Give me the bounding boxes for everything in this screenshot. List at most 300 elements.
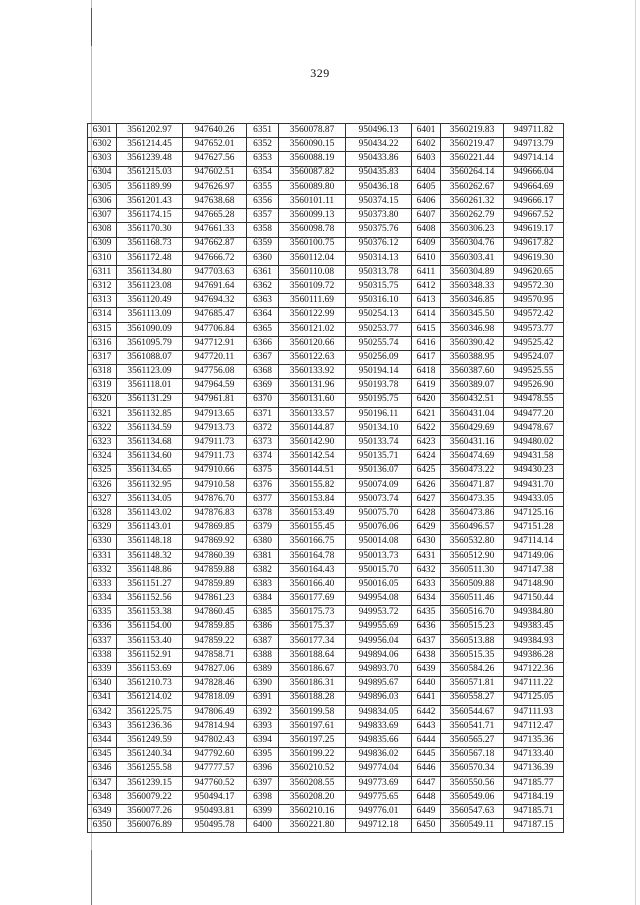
cell-y-coordinate: 950493.81 bbox=[183, 805, 247, 819]
cell-y-coordinate: 947626.97 bbox=[183, 180, 247, 194]
cell-y-coordinate: 947760.52 bbox=[183, 776, 247, 790]
cell-y-coordinate: 950193.78 bbox=[346, 379, 412, 393]
cell-y-coordinate: 947151.28 bbox=[504, 521, 564, 535]
cell-y-coordinate: 947869.92 bbox=[183, 535, 247, 549]
cell-y-coordinate: 947148.90 bbox=[504, 578, 564, 592]
cell-x-coordinate: 3560186.31 bbox=[279, 677, 346, 691]
cell-y-coordinate: 947861.23 bbox=[183, 592, 247, 606]
cell-point-id: 6419 bbox=[412, 379, 441, 393]
cell-x-coordinate: 3560541.71 bbox=[441, 719, 504, 733]
cell-y-coordinate: 947125.05 bbox=[504, 691, 564, 705]
cell-y-coordinate: 947602.51 bbox=[183, 166, 247, 180]
cell-point-id: 6410 bbox=[412, 251, 441, 265]
cell-y-coordinate: 949384.93 bbox=[504, 634, 564, 648]
cell-x-coordinate: 3561174.15 bbox=[117, 209, 183, 223]
cell-point-id: 6333 bbox=[88, 578, 117, 592]
cell-y-coordinate: 947818.09 bbox=[183, 691, 247, 705]
cell-x-coordinate: 3560164.43 bbox=[279, 563, 346, 577]
cell-point-id: 6334 bbox=[88, 592, 117, 606]
cell-y-coordinate: 950496.13 bbox=[346, 124, 412, 138]
cell-y-coordinate: 949896.03 bbox=[346, 691, 412, 705]
cell-point-id: 6348 bbox=[88, 790, 117, 804]
table-row bbox=[88, 620, 564, 634]
cell-y-coordinate: 947913.73 bbox=[183, 421, 247, 435]
cell-y-coordinate: 949525.42 bbox=[504, 336, 564, 350]
cell-y-coordinate: 950314.13 bbox=[346, 251, 412, 265]
cell-point-id: 6403 bbox=[412, 152, 441, 166]
cell-point-id: 6450 bbox=[412, 819, 441, 833]
cell-x-coordinate: 3560547.63 bbox=[441, 805, 504, 819]
cell-point-id: 6318 bbox=[88, 365, 117, 379]
cell-y-coordinate: 947859.88 bbox=[183, 563, 247, 577]
cell-point-id: 6350 bbox=[88, 819, 117, 833]
cell-point-id: 6319 bbox=[88, 379, 117, 393]
left-margin-mark-bottom bbox=[91, 850, 92, 905]
cell-y-coordinate: 947706.84 bbox=[183, 322, 247, 336]
cell-point-id: 6397 bbox=[247, 776, 279, 790]
cell-point-id: 6317 bbox=[88, 351, 117, 365]
table-row bbox=[88, 393, 564, 407]
cell-point-id: 6330 bbox=[88, 535, 117, 549]
cell-x-coordinate: 3561143.02 bbox=[117, 507, 183, 521]
cell-x-coordinate: 3561132.95 bbox=[117, 478, 183, 492]
cell-point-id: 6352 bbox=[247, 138, 279, 152]
cell-x-coordinate: 3561214.02 bbox=[117, 691, 183, 705]
cell-x-coordinate: 3560532.80 bbox=[441, 535, 504, 549]
cell-point-id: 6399 bbox=[247, 805, 279, 819]
table-row bbox=[88, 578, 564, 592]
table-row bbox=[88, 166, 564, 180]
cell-x-coordinate: 3560474.69 bbox=[441, 450, 504, 464]
cell-point-id: 6301 bbox=[88, 124, 117, 138]
cell-point-id: 6342 bbox=[88, 705, 117, 719]
cell-x-coordinate: 3561131.29 bbox=[117, 393, 183, 407]
table-row bbox=[88, 152, 564, 166]
cell-x-coordinate: 3561154.00 bbox=[117, 620, 183, 634]
cell-point-id: 6432 bbox=[412, 563, 441, 577]
cell-point-id: 6384 bbox=[247, 592, 279, 606]
cell-point-id: 6322 bbox=[88, 421, 117, 435]
table-row bbox=[88, 634, 564, 648]
cell-x-coordinate: 3560544.67 bbox=[441, 705, 504, 719]
cell-y-coordinate: 950316.10 bbox=[346, 294, 412, 308]
cell-x-coordinate: 3561132.85 bbox=[117, 407, 183, 421]
cell-y-coordinate: 950014.08 bbox=[346, 535, 412, 549]
cell-x-coordinate: 3561123.08 bbox=[117, 280, 183, 294]
coordinate-table bbox=[87, 123, 564, 833]
cell-point-id: 6345 bbox=[88, 748, 117, 762]
table-row bbox=[88, 407, 564, 421]
cell-point-id: 6365 bbox=[247, 322, 279, 336]
table-row bbox=[88, 351, 564, 365]
cell-y-coordinate: 949835.66 bbox=[346, 734, 412, 748]
cell-x-coordinate: 3560175.73 bbox=[279, 606, 346, 620]
cell-y-coordinate: 949773.69 bbox=[346, 776, 412, 790]
cell-point-id: 6354 bbox=[247, 166, 279, 180]
table-row bbox=[88, 535, 564, 549]
cell-y-coordinate: 949525.55 bbox=[504, 365, 564, 379]
cell-x-coordinate: 3561210.73 bbox=[117, 677, 183, 691]
cell-x-coordinate: 3560208.55 bbox=[279, 776, 346, 790]
cell-x-coordinate: 3560155.45 bbox=[279, 521, 346, 535]
cell-point-id: 6351 bbox=[247, 124, 279, 138]
cell-point-id: 6369 bbox=[247, 379, 279, 393]
cell-point-id: 6398 bbox=[247, 790, 279, 804]
cell-point-id: 6308 bbox=[88, 223, 117, 237]
cell-y-coordinate: 950075.70 bbox=[346, 507, 412, 521]
table-row bbox=[88, 138, 564, 152]
cell-x-coordinate: 3560133.57 bbox=[279, 407, 346, 421]
cell-x-coordinate: 3560144.51 bbox=[279, 464, 346, 478]
table-row bbox=[88, 521, 564, 535]
cell-x-coordinate: 3560390.42 bbox=[441, 336, 504, 350]
cell-y-coordinate: 949893.70 bbox=[346, 663, 412, 677]
cell-point-id: 6387 bbox=[247, 634, 279, 648]
cell-x-coordinate: 3560088.19 bbox=[279, 152, 346, 166]
cell-point-id: 6313 bbox=[88, 294, 117, 308]
cell-y-coordinate: 947147.38 bbox=[504, 563, 564, 577]
cell-x-coordinate: 3561095.79 bbox=[117, 336, 183, 350]
cell-point-id: 6340 bbox=[88, 677, 117, 691]
cell-x-coordinate: 3560177.34 bbox=[279, 634, 346, 648]
cell-x-coordinate: 3560208.20 bbox=[279, 790, 346, 804]
cell-point-id: 6357 bbox=[247, 209, 279, 223]
cell-y-coordinate: 947827.06 bbox=[183, 663, 247, 677]
table-row bbox=[88, 691, 564, 705]
cell-x-coordinate: 3561134.59 bbox=[117, 421, 183, 435]
cell-point-id: 6406 bbox=[412, 194, 441, 208]
cell-y-coordinate: 947802.43 bbox=[183, 734, 247, 748]
cell-x-coordinate: 3561255.58 bbox=[117, 762, 183, 776]
cell-point-id: 6437 bbox=[412, 634, 441, 648]
cell-x-coordinate: 3560431.16 bbox=[441, 436, 504, 450]
cell-x-coordinate: 3560511.46 bbox=[441, 592, 504, 606]
cell-y-coordinate: 950073.74 bbox=[346, 492, 412, 506]
cell-y-coordinate: 949478.55 bbox=[504, 393, 564, 407]
cell-x-coordinate: 3560348.33 bbox=[441, 280, 504, 294]
cell-x-coordinate: 3560199.22 bbox=[279, 748, 346, 762]
coordinate-table-body bbox=[88, 124, 564, 833]
cell-y-coordinate: 950253.77 bbox=[346, 322, 412, 336]
cell-point-id: 6416 bbox=[412, 336, 441, 350]
cell-y-coordinate: 950436.18 bbox=[346, 180, 412, 194]
table-row bbox=[88, 124, 564, 138]
cell-x-coordinate: 3560175.37 bbox=[279, 620, 346, 634]
cell-y-coordinate: 947913.65 bbox=[183, 407, 247, 421]
cell-x-coordinate: 3560432.51 bbox=[441, 393, 504, 407]
cell-point-id: 6323 bbox=[88, 436, 117, 450]
cell-y-coordinate: 950134.10 bbox=[346, 421, 412, 435]
table-row bbox=[88, 251, 564, 265]
cell-point-id: 6360 bbox=[247, 251, 279, 265]
cell-y-coordinate: 949619.30 bbox=[504, 251, 564, 265]
cell-point-id: 6331 bbox=[88, 549, 117, 563]
cell-y-coordinate: 949955.69 bbox=[346, 620, 412, 634]
cell-point-id: 6391 bbox=[247, 691, 279, 705]
cell-x-coordinate: 3560120.66 bbox=[279, 336, 346, 350]
cell-x-coordinate: 3560515.35 bbox=[441, 648, 504, 662]
cell-y-coordinate: 949774.04 bbox=[346, 762, 412, 776]
cell-y-coordinate: 949667.52 bbox=[504, 209, 564, 223]
table-row bbox=[88, 209, 564, 223]
cell-y-coordinate: 950373.80 bbox=[346, 209, 412, 223]
cell-y-coordinate: 947135.36 bbox=[504, 734, 564, 748]
cell-x-coordinate: 3561151.27 bbox=[117, 578, 183, 592]
cell-point-id: 6358 bbox=[247, 223, 279, 237]
cell-y-coordinate: 947876.83 bbox=[183, 507, 247, 521]
cell-y-coordinate: 949666.17 bbox=[504, 194, 564, 208]
cell-y-coordinate: 947185.77 bbox=[504, 776, 564, 790]
cell-x-coordinate: 3560473.35 bbox=[441, 492, 504, 506]
cell-point-id: 6411 bbox=[412, 265, 441, 279]
cell-point-id: 6447 bbox=[412, 776, 441, 790]
cell-point-id: 6337 bbox=[88, 634, 117, 648]
table-row bbox=[88, 734, 564, 748]
table-row bbox=[88, 762, 564, 776]
cell-y-coordinate: 947961.81 bbox=[183, 393, 247, 407]
cell-x-coordinate: 3560131.96 bbox=[279, 379, 346, 393]
cell-point-id: 6395 bbox=[247, 748, 279, 762]
cell-point-id: 6339 bbox=[88, 663, 117, 677]
cell-y-coordinate: 947911.73 bbox=[183, 436, 247, 450]
cell-y-coordinate: 949894.06 bbox=[346, 648, 412, 662]
cell-y-coordinate: 950013.73 bbox=[346, 549, 412, 563]
cell-y-coordinate: 947694.32 bbox=[183, 294, 247, 308]
table-row bbox=[88, 365, 564, 379]
cell-point-id: 6433 bbox=[412, 578, 441, 592]
cell-point-id: 6417 bbox=[412, 351, 441, 365]
table-row bbox=[88, 478, 564, 492]
cell-x-coordinate: 3561148.86 bbox=[117, 563, 183, 577]
cell-y-coordinate: 950495.78 bbox=[183, 819, 247, 833]
cell-x-coordinate: 3561153.69 bbox=[117, 663, 183, 677]
cell-x-coordinate: 3561215.03 bbox=[117, 166, 183, 180]
table-row bbox=[88, 265, 564, 279]
cell-point-id: 6421 bbox=[412, 407, 441, 421]
cell-point-id: 6441 bbox=[412, 691, 441, 705]
cell-y-coordinate: 947184.19 bbox=[504, 790, 564, 804]
cell-point-id: 6383 bbox=[247, 578, 279, 592]
right-margin-rule bbox=[635, 0, 636, 905]
cell-y-coordinate: 947638.68 bbox=[183, 194, 247, 208]
cell-point-id: 6312 bbox=[88, 280, 117, 294]
cell-x-coordinate: 3561134.80 bbox=[117, 265, 183, 279]
table-row bbox=[88, 748, 564, 762]
cell-x-coordinate: 3560144.87 bbox=[279, 421, 346, 435]
cell-point-id: 6361 bbox=[247, 265, 279, 279]
cell-y-coordinate: 949619.17 bbox=[504, 223, 564, 237]
table-row bbox=[88, 705, 564, 719]
cell-point-id: 6418 bbox=[412, 365, 441, 379]
table-row bbox=[88, 379, 564, 393]
table-row bbox=[88, 648, 564, 662]
table-row bbox=[88, 776, 564, 790]
cell-y-coordinate: 950196.11 bbox=[346, 407, 412, 421]
cell-y-coordinate: 947964.59 bbox=[183, 379, 247, 393]
cell-point-id: 6382 bbox=[247, 563, 279, 577]
cell-x-coordinate: 3560571.81 bbox=[441, 677, 504, 691]
cell-y-coordinate: 947665.28 bbox=[183, 209, 247, 223]
cell-x-coordinate: 3561134.60 bbox=[117, 450, 183, 464]
cell-x-coordinate: 3560389.07 bbox=[441, 379, 504, 393]
cell-point-id: 6429 bbox=[412, 521, 441, 535]
cell-x-coordinate: 3560473.86 bbox=[441, 507, 504, 521]
cell-point-id: 6431 bbox=[412, 549, 441, 563]
cell-y-coordinate: 947859.85 bbox=[183, 620, 247, 634]
cell-point-id: 6302 bbox=[88, 138, 117, 152]
cell-x-coordinate: 3560112.04 bbox=[279, 251, 346, 265]
page-number: 329 bbox=[310, 66, 330, 80]
cell-point-id: 6328 bbox=[88, 507, 117, 521]
cell-x-coordinate: 3560155.82 bbox=[279, 478, 346, 492]
cell-x-coordinate: 3560122.99 bbox=[279, 308, 346, 322]
table-row bbox=[88, 677, 564, 691]
cell-point-id: 6311 bbox=[88, 265, 117, 279]
cell-y-coordinate: 947814.94 bbox=[183, 719, 247, 733]
cell-point-id: 6396 bbox=[247, 762, 279, 776]
cell-point-id: 6329 bbox=[88, 521, 117, 535]
cell-y-coordinate: 950433.86 bbox=[346, 152, 412, 166]
cell-point-id: 6336 bbox=[88, 620, 117, 634]
cell-x-coordinate: 3560090.15 bbox=[279, 138, 346, 152]
cell-x-coordinate: 3560101.11 bbox=[279, 194, 346, 208]
cell-y-coordinate: 949711.82 bbox=[504, 124, 564, 138]
table-row bbox=[88, 592, 564, 606]
cell-y-coordinate: 949478.67 bbox=[504, 421, 564, 435]
cell-x-coordinate: 3561202.97 bbox=[117, 124, 183, 138]
cell-x-coordinate: 3560111.69 bbox=[279, 294, 346, 308]
cell-x-coordinate: 3560077.26 bbox=[117, 805, 183, 819]
cell-point-id: 6320 bbox=[88, 393, 117, 407]
cell-x-coordinate: 3560166.75 bbox=[279, 535, 346, 549]
cell-y-coordinate: 950195.75 bbox=[346, 393, 412, 407]
left-margin-mark-top bbox=[91, 8, 92, 46]
cell-point-id: 6443 bbox=[412, 719, 441, 733]
cell-x-coordinate: 3560558.27 bbox=[441, 691, 504, 705]
cell-y-coordinate: 947652.01 bbox=[183, 138, 247, 152]
cell-x-coordinate: 3561153.40 bbox=[117, 634, 183, 648]
cell-y-coordinate: 947111.22 bbox=[504, 677, 564, 691]
cell-point-id: 6407 bbox=[412, 209, 441, 223]
cell-x-coordinate: 3561120.49 bbox=[117, 294, 183, 308]
table-row bbox=[88, 322, 564, 336]
table-row bbox=[88, 464, 564, 478]
cell-x-coordinate: 3561214.45 bbox=[117, 138, 183, 152]
cell-point-id: 6349 bbox=[88, 805, 117, 819]
cell-x-coordinate: 3560516.70 bbox=[441, 606, 504, 620]
cell-y-coordinate: 949431.58 bbox=[504, 450, 564, 464]
cell-y-coordinate: 947910.58 bbox=[183, 478, 247, 492]
cell-point-id: 6442 bbox=[412, 705, 441, 719]
cell-x-coordinate: 3560550.56 bbox=[441, 776, 504, 790]
cell-x-coordinate: 3560188.64 bbox=[279, 648, 346, 662]
table-row bbox=[88, 507, 564, 521]
cell-point-id: 6375 bbox=[247, 464, 279, 478]
cell-y-coordinate: 949480.02 bbox=[504, 436, 564, 450]
cell-x-coordinate: 3560304.89 bbox=[441, 265, 504, 279]
cell-point-id: 6310 bbox=[88, 251, 117, 265]
cell-y-coordinate: 949895.67 bbox=[346, 677, 412, 691]
cell-point-id: 6427 bbox=[412, 492, 441, 506]
cell-point-id: 6392 bbox=[247, 705, 279, 719]
cell-x-coordinate: 3560133.92 bbox=[279, 365, 346, 379]
cell-y-coordinate: 950016.05 bbox=[346, 578, 412, 592]
cell-x-coordinate: 3560346.85 bbox=[441, 294, 504, 308]
cell-y-coordinate: 947860.39 bbox=[183, 549, 247, 563]
table-row bbox=[88, 280, 564, 294]
cell-x-coordinate: 3561240.34 bbox=[117, 748, 183, 762]
cell-y-coordinate: 949833.69 bbox=[346, 719, 412, 733]
cell-point-id: 6445 bbox=[412, 748, 441, 762]
cell-y-coordinate: 950434.22 bbox=[346, 138, 412, 152]
cell-x-coordinate: 3561152.91 bbox=[117, 648, 183, 662]
cell-x-coordinate: 3560122.63 bbox=[279, 351, 346, 365]
cell-x-coordinate: 3560089.80 bbox=[279, 180, 346, 194]
table-row bbox=[88, 308, 564, 322]
cell-point-id: 6373 bbox=[247, 436, 279, 450]
cell-x-coordinate: 3560153.49 bbox=[279, 507, 346, 521]
cell-point-id: 6314 bbox=[88, 308, 117, 322]
cell-point-id: 6436 bbox=[412, 620, 441, 634]
cell-y-coordinate: 947859.22 bbox=[183, 634, 247, 648]
cell-y-coordinate: 949834.05 bbox=[346, 705, 412, 719]
cell-x-coordinate: 3561201.43 bbox=[117, 194, 183, 208]
cell-y-coordinate: 947869.85 bbox=[183, 521, 247, 535]
cell-x-coordinate: 3560345.50 bbox=[441, 308, 504, 322]
cell-y-coordinate: 949526.90 bbox=[504, 379, 564, 393]
cell-point-id: 6422 bbox=[412, 421, 441, 435]
cell-point-id: 6316 bbox=[88, 336, 117, 350]
cell-point-id: 6355 bbox=[247, 180, 279, 194]
cell-y-coordinate: 950313.78 bbox=[346, 265, 412, 279]
cell-y-coordinate: 950315.75 bbox=[346, 280, 412, 294]
cell-point-id: 6435 bbox=[412, 606, 441, 620]
cell-y-coordinate: 950376.12 bbox=[346, 237, 412, 251]
cell-y-coordinate: 947149.06 bbox=[504, 549, 564, 563]
cell-point-id: 6405 bbox=[412, 180, 441, 194]
cell-y-coordinate: 949386.28 bbox=[504, 648, 564, 662]
cell-y-coordinate: 947806.49 bbox=[183, 705, 247, 719]
cell-x-coordinate: 3560565.27 bbox=[441, 734, 504, 748]
cell-point-id: 6353 bbox=[247, 152, 279, 166]
cell-y-coordinate: 947112.47 bbox=[504, 719, 564, 733]
cell-x-coordinate: 3560166.40 bbox=[279, 578, 346, 592]
cell-x-coordinate: 3561249.59 bbox=[117, 734, 183, 748]
cell-x-coordinate: 3561134.05 bbox=[117, 492, 183, 506]
cell-y-coordinate: 950015.70 bbox=[346, 563, 412, 577]
cell-point-id: 6380 bbox=[247, 535, 279, 549]
cell-x-coordinate: 3560570.34 bbox=[441, 762, 504, 776]
cell-y-coordinate: 949714.14 bbox=[504, 152, 564, 166]
table-row bbox=[88, 421, 564, 435]
cell-point-id: 6338 bbox=[88, 648, 117, 662]
cell-x-coordinate: 3560188.28 bbox=[279, 691, 346, 705]
cell-y-coordinate: 947125.16 bbox=[504, 507, 564, 521]
cell-y-coordinate: 947703.63 bbox=[183, 265, 247, 279]
cell-x-coordinate: 3560131.60 bbox=[279, 393, 346, 407]
cell-y-coordinate: 947859.89 bbox=[183, 578, 247, 592]
cell-y-coordinate: 950136.07 bbox=[346, 464, 412, 478]
cell-x-coordinate: 3561189.99 bbox=[117, 180, 183, 194]
cell-x-coordinate: 3561118.01 bbox=[117, 379, 183, 393]
cell-point-id: 6420 bbox=[412, 393, 441, 407]
cell-x-coordinate: 3560549.11 bbox=[441, 819, 504, 833]
cell-x-coordinate: 3560142.54 bbox=[279, 450, 346, 464]
table-row bbox=[88, 492, 564, 506]
cell-y-coordinate: 950254.13 bbox=[346, 308, 412, 322]
cell-point-id: 6424 bbox=[412, 450, 441, 464]
table-row bbox=[88, 237, 564, 251]
